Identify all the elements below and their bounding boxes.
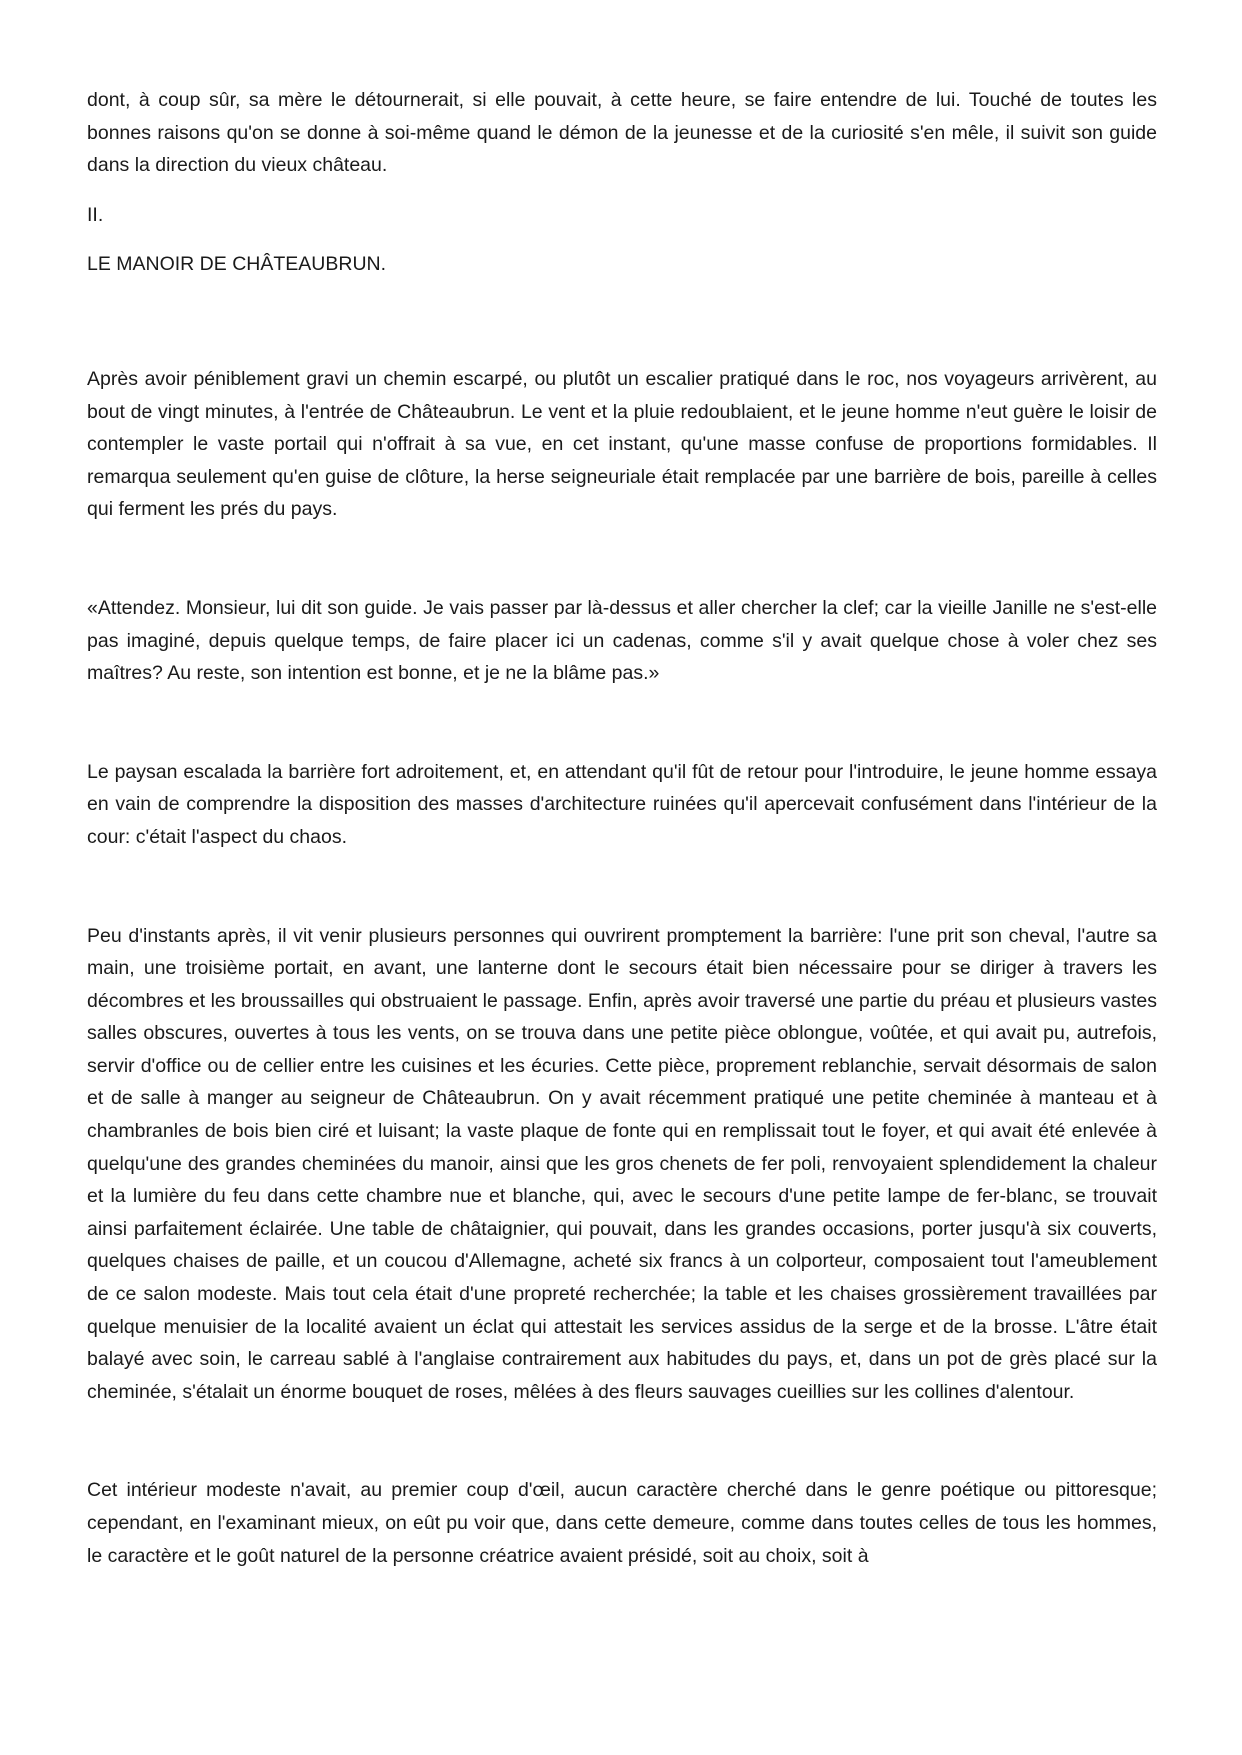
document-page <box>87 84 1157 1572</box>
chapter-number: II. <box>87 203 104 226</box>
paragraph-arrival: Après avoir péniblement gravi un chemin escarpé, ou plutôt un escalier pratiqué dans le roc, nos voyageurs arrivèrent, au bout de vingt minutes, à l'entrée de Châteaubrun. Le vent et la pluie redoublaient, et le jeune homme n'eut guère le loisir de contempler le vaste portail qui n'offrait à sa vue, en cet instant, qu'une masse confuse de proportions formidables. Il remarqua seulement qu'en guise de clôture, la herse seigneuriale était remplacée par une barrière de bois, pareille à celles qui ferment les prés du pays. <box>87 367 1157 521</box>
chapter-title: LE MANOIR DE CHÂTEAUBRUN. <box>87 253 387 276</box>
paragraph-interior-description: Peu d'instants après, il vit venir plusieurs personnes qui ouvrirent promptement la barrière: l'une prit son cheval, l'autre sa main, une troisième portait, en avant, une lanterne dont le secours était bien nécessaire pour se diriger à travers les décombres et les broussailles qui obstruaient le passage. Enfin, après avoir traversé une partie du préau et plusieurs vastes salles obscures, ouvertes à tous les vents, on se trouva dans une petite pièce oblongue, voûtée, et qui avait pu, autrefois, servir d'office ou de cellier entre les cuisines et les écuries. Cette pièce, proprement reblanchie, servait désormais de salon et de salle à manger au seigneur de Châteaubrun. On y avait récemment pratiqué une petite cheminée à manteau et à chambranles de bois bien ciré et luisant; la vaste plaque de fonte qui en remplissait tout le foyer, et qui avait été enlevée à quelqu'une des grandes cheminées du manoir, ainsi que les gros chenets de fer poli, renvoyaient splendidement la chaleur et la lumière du feu dans cette chambre nue et blanche, qui, avec le secours d'une petite lampe de fer-blanc, se trouvait ainsi parfaitement éclairée. Une table de châtaignier, qui pouvait, dans les grandes occasions, porter jusqu'à six couverts, quelques chaises de paille, et un coucou d'Allemagne, acheté six francs à un colporteur, composaient tout l'ameublement de ce salon modeste. Mais tout cela était d'une propreté recherchée; la table et les chaises grossièrement travaillées par quelque menuisier de la localité avaient un éclat qui attestait les services assidus de la serge et de la brosse. L'âtre était balayé avec soin, le carreau sablé à l'anglaise contrairement aux habitudes du pays, et, dans un pot de grès placé sur la cheminée, s'étalait un énorme bouquet de roses, mêlées à des fleurs sauvages cueillies sur les collines d'alentour. <box>87 924 1157 1403</box>
paragraph-guide-speech: «Attendez. Monsieur, lui dit son guide. Je vais passer par là-dessus et aller chercher la clef; car la vieille Janille ne s'est-elle pas imaginé, depuis quelque temps, de faire placer ici un cadenas, comme s'il y avait quelque chose à voler chez ses maîtres? Au reste, son intention est bonne, et je ne la blâme pas.» <box>87 596 1157 685</box>
paragraph-modest-interior: Cet intérieur modeste n'avait, au premier coup d'œil, aucun caractère cherché dans le genre poétique ou pittoresque; cependant, en l'examinant mieux, on eût pu voir que, dans cette demeure, comme dans toutes celles de tous les hommes, le caractère et le goût naturel de la personne créatrice avaient présidé, soit au choix, soit à <box>87 1479 1157 1567</box>
paragraph-continuation: dont, à coup sûr, sa mère le détournerait, si elle pouvait, à cette heure, se faire entendre de lui. Touché de toutes les bonnes raisons qu'on se donne à soi-même quand le démon de la jeunesse et de la curiosité s'en mêle, il suivit son guide dans la direction du vieux château. <box>87 89 1157 177</box>
paragraph-peasant-climbs: Le paysan escalada la barrière fort adroitement, et, en attendant qu'il fût de retour pour l'introduire, le jeune homme essaya en vain de comprendre la disposition des masses d'architecture ruinées qu'il apercevait confusément dans l'intérieur de la cour: c'était l'aspect du chaos. <box>87 760 1157 848</box>
